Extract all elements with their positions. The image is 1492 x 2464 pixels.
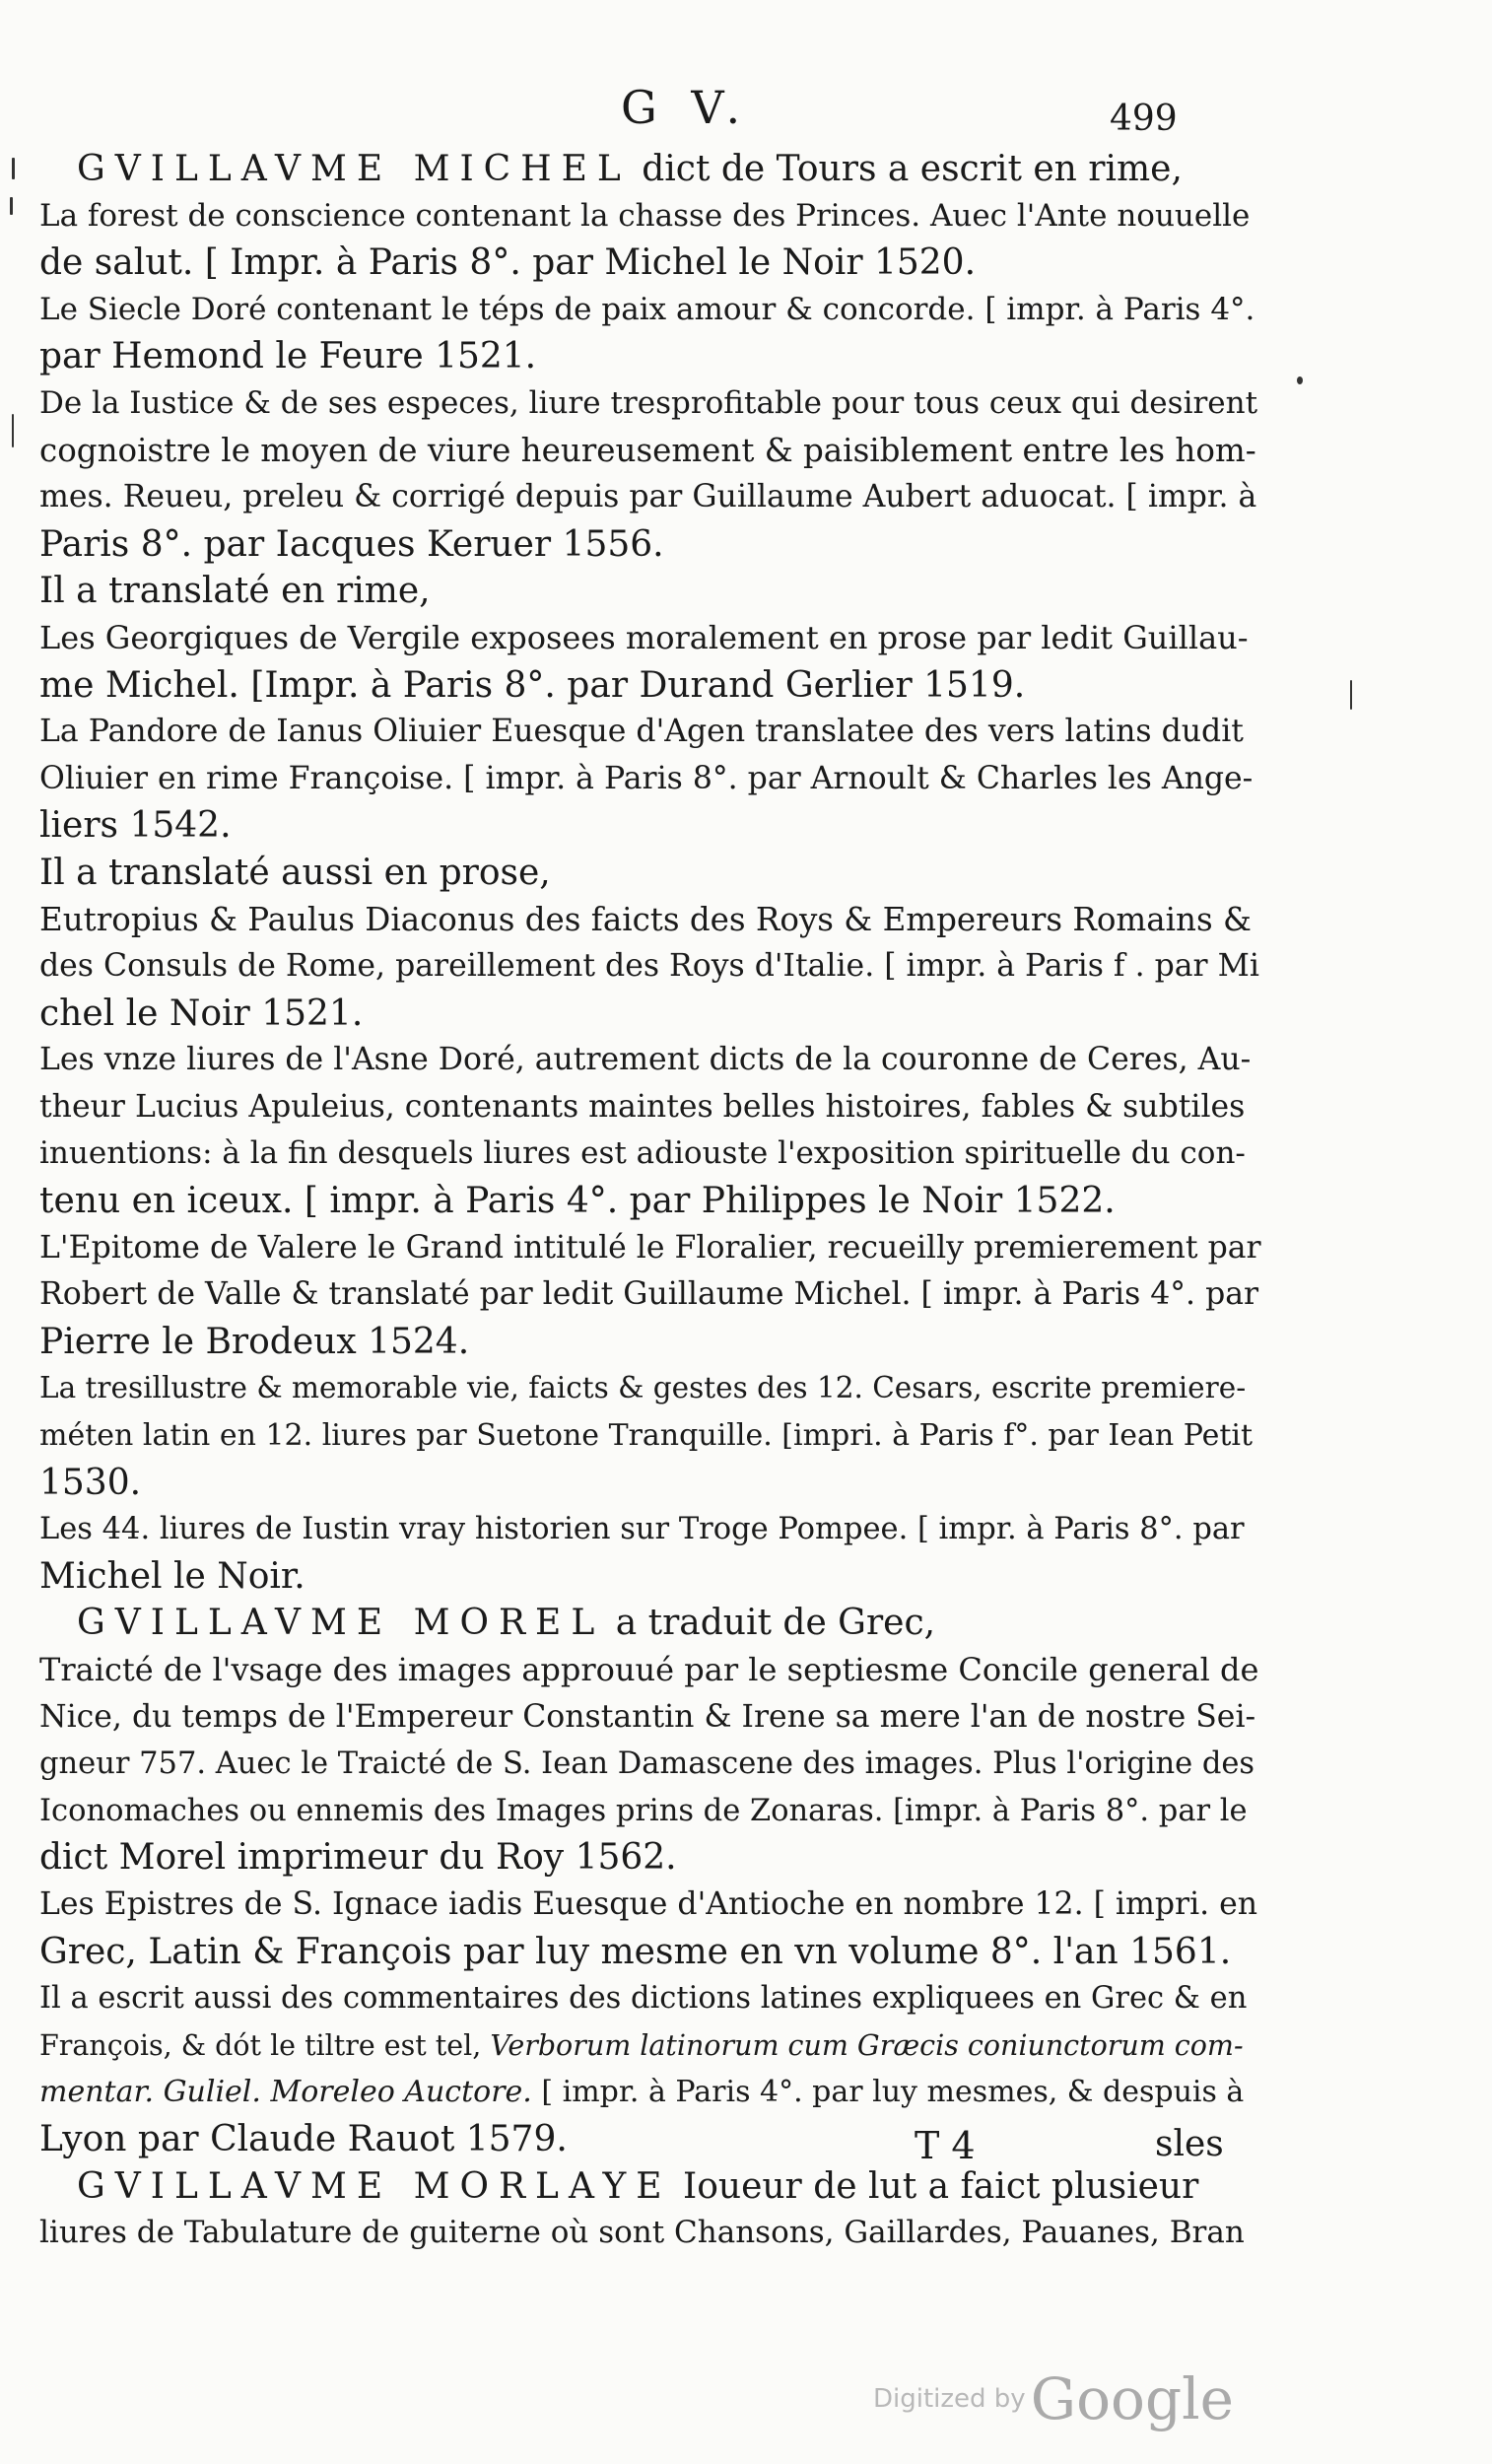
text-line [39,2069,1261,2116]
line-text: cognoistre le moyen de viure heureusement & paisiblement entre les hom- [39,431,1256,469]
text-line [39,850,1261,897]
line-text: dict Morel imprimeur du Roy 1562. [39,1837,677,1879]
text-line [39,428,1261,475]
text-line [39,1694,1261,1742]
latin-title: mentar. Guliel. Moreleo Auctore. [39,2075,532,2110]
text-line [39,1225,1261,1272]
ink-speck [12,414,14,447]
line-text: Les 44. liures de Iustin vray historien sur Troge Pompee. [ impr. à Paris 8°. par [39,1512,1245,1547]
line-text: [ impr. à Paris 4°. par luy mesmes, & despuis à [531,2075,1245,2110]
text-line [39,1319,1261,1366]
author-name: GVILLAVME MORLAYE [77,2165,672,2207]
author-name: GVILLAVME MICHEL [77,149,631,189]
line-text: L'Epitome de Valere le Grand intitulé le Floralier, recueilly premierement par [39,1229,1261,1266]
text-line [39,1834,1261,1882]
line-text: Iconomaches ou ennemis des Images prins de Zonaras. [impr. à Paris 8°. par le [39,1793,1248,1828]
text-line [39,287,1261,334]
text-line [39,146,1261,193]
line-text: Paris 8°. par Iacques Keruer 1556. [39,523,664,565]
line-text: me Michel. [Impr. à Paris 8°. par Durand Gerlier 1519. [39,664,1026,706]
line-text: Pierre le Brodeux 1524. [39,1321,470,1362]
text-line [39,1365,1261,1412]
text-line [39,1460,1261,1507]
line-text: mes. Reueu, preleu & corrigé depuis par Guillaume Aubert aduocat. [ impr. à [39,479,1257,515]
text-line [39,615,1261,662]
ink-speck [10,197,13,215]
running-title: G V. [621,81,751,134]
text-line [39,1929,1261,1976]
line-text: Il a translaté aussi en prose, [39,852,551,893]
ink-speck [1297,376,1303,384]
line-text: Les Georgiques de Vergile exposees moralement en prose par ledit Guillau- [39,618,1249,656]
line-text: a traduit de Grec, [604,1603,936,1644]
text-line [39,802,1261,850]
line-text: tenu en iceux. [ impr. à Paris 4°. par Philippes le Noir 1522. [39,1181,1116,1222]
text-line [39,333,1261,380]
line-text: des Consuls de Rome, pareillement des Roys d'Italie. [ impr. à Paris f . par Mi [39,948,1259,985]
page-number: 499 [1110,99,1178,139]
watermark-prefix: Digitized by [873,2384,1026,2414]
line-text: Eutropius & Paulus Diaconus des faicts des Roys & Empereurs Romains & [39,900,1252,938]
line-text: Les vnze liures de l'Asne Doré, autrement dicts de la couronne de Ceres, Au- [39,1042,1252,1078]
line-text: Le Siecle Doré contenant le téps de paix amour & concorde. [ impr. à Paris 4°. [39,291,1255,327]
line-text: liures de Tabulature de guiterne où sont Chansons, Gaillardes, Pauanes, Bran [39,2215,1245,2251]
line-text: Oliuier en rime Françoise. [ impr. à Paris 8°. par Arnoult & Charles les Ange- [39,760,1254,796]
line-text: par Hemond le Feure 1521. [39,336,537,377]
text-line [39,1412,1261,1460]
page-footer [0,2124,1492,2183]
text-line [39,1130,1261,1178]
line-text: De la Iustice & de ses especes, liure tresprofitable pour tous ceux qui desirent [39,384,1258,421]
line-text: 1530. [39,1462,142,1503]
line-text: chel le Noir 1521. [39,992,364,1034]
line-text: Robert de Valle & translaté par ledit Guillaume Michel. [ impr. à Paris 4°. par [39,1276,1259,1313]
text-line [39,1271,1261,1319]
ink-speck [12,158,15,179]
text-line [39,193,1261,240]
text-line [39,709,1261,756]
text-line [39,1600,1261,1647]
ink-speck [1350,680,1352,710]
line-text: inuentions: à la fin desquels liures est adiouste l'exposition spirituelle du con- [39,1135,1246,1172]
text-line [39,1084,1261,1131]
line-text: Les Epistres de S. Ignace iadis Euesque d'Antioche en nombre 12. [ impri. en [39,1885,1258,1922]
text-line [39,1741,1261,1788]
text-line [39,943,1261,991]
line-text: Traicté de l'vsage des images approuué par le septiesme Concile general de [39,1651,1259,1688]
text-line [39,474,1261,521]
text-line [39,1553,1261,1601]
text-line [39,1506,1261,1553]
body-text [39,146,1261,2257]
text-line [39,991,1261,1038]
line-text: Michel le Noir. [39,1555,305,1597]
line-text: François, & dót le tiltre est tel, [39,2028,491,2062]
line-text: Il a translaté en rime, [39,571,431,612]
line-text: La forest de conscience contenant la chasse des Princes. Auec l'Ante nouuelle [39,197,1251,234]
line-text: méten latin en 12. liures par Suetone Tranquille. [impri. à Paris f°. par Iean Petit [39,1418,1254,1454]
text-line [39,568,1261,615]
line-text: de salut. [ Impr. à Paris 8°. par Michel le Noir 1520. [39,242,977,284]
line-text: gneur 757. Auec le Traicté de S. Iean Damascene des images. Plus l'origine des [39,1746,1255,1782]
text-line [39,1975,1261,2022]
catchword: sles [1155,2124,1224,2164]
text-line [39,2210,1261,2257]
running-head [0,81,1492,140]
latin-title: Verborum latinorum cum Græcis coniunctorum com- [490,2028,1244,2062]
line-text: La Pandore de Ianus Oliuier Euesque d'Agen translatee des vers latins dudit [39,714,1244,750]
line-text: Nice, du temps de l'Empereur Constantin & Irene sa mere l'an de nostre Sei- [39,1698,1256,1735]
text-line [39,662,1261,710]
line-text: Ioueur de lut a faict plusieur [671,2165,1199,2207]
text-line [39,756,1261,803]
text-line [39,1037,1261,1084]
watermark-brand: Google [1030,2365,1234,2432]
digitization-watermark [873,2365,1234,2432]
text-line [39,1647,1261,1694]
text-line [39,380,1261,428]
text-line [39,897,1261,944]
line-text: dict de Tours a escrit en rime, [630,149,1183,189]
line-text: liers 1542. [39,805,232,847]
line-text: Grec, Latin & François par luy mesme en vn volume 8°. l'an 1561. [39,1931,1232,1972]
text-line [39,1882,1261,1929]
text-line [39,2022,1261,2070]
signature-mark: T 4 [915,2124,976,2167]
line-text: Il a escrit aussi des commentaires des dictions latines expliquees en Grec & en [39,1981,1248,2017]
text-line [39,521,1261,569]
line-text: Lyon par Claude Rauot 1579. [39,2118,568,2159]
line-text: theur Lucius Apuleius, contenants maintes belles histoires, fables & subtiles [39,1088,1246,1125]
author-name: GVILLAVME MOREL [77,1603,605,1644]
text-line [39,240,1261,287]
text-line [39,1788,1261,1835]
text-line [39,1178,1261,1225]
line-text: La tresillustre & memorable vie, faicts & gestes des 12. Cesars, escrite premiere- [39,1371,1247,1405]
